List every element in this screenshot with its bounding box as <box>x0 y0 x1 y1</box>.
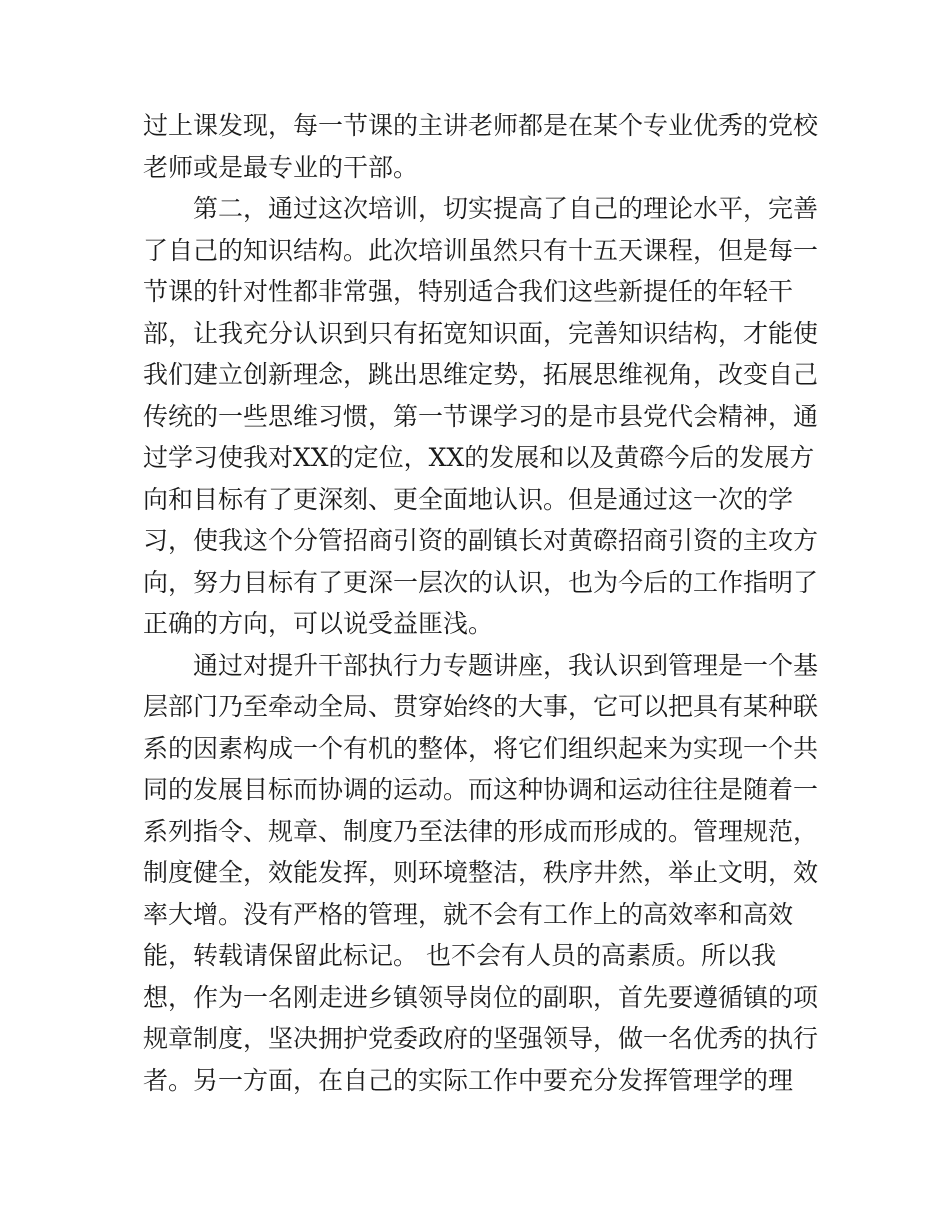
text-line: 同的发展目标而协调的运动。而这种协调和运动往往是随着一 <box>143 775 819 804</box>
text-line: 了自己的知识结构。此次培训虽然只有十五天课程，但是每一 <box>143 235 819 265</box>
text-line: 能，转载请保留此标记。 也不会有人员的高素质。所以我 <box>143 941 776 970</box>
text-line: 老师或是最专业的干部。 <box>143 152 419 182</box>
paragraph-first-line: 通过对提升干部执行力专题讲座，我认识到管理是一个基 <box>193 650 819 680</box>
text-line: 系的因素构成一个有机的整体，将它们组织起来为实现一个共 <box>143 733 819 763</box>
text-line: 正确的方向，可以说受益匪浅。 <box>143 609 494 638</box>
text-line: 率大增。没有严格的管理，就不会有工作上的高效率和高效 <box>143 899 794 929</box>
text-line: 我们建立创新理念，跳出思维定势，拓展思维视角，改变自己 <box>143 360 819 389</box>
text-line: 者。另一方面，在自己的实际工作中要充分发挥管理学的理 <box>143 1065 794 1095</box>
text-line: 系列指令、规章、制度乃至法律的形成而形成的。管理规范， <box>143 816 819 846</box>
text-line: 节课的针对性都非常强，特别适合我们这些新提任的年轻干 <box>143 277 794 306</box>
text-line: 规章制度，坚决拥护党委政府的坚强领导，做一名优秀的执行 <box>143 1024 819 1053</box>
text-line: 过学习使我对XX的定位，XX的发展和以及黄磜今后的发展方 <box>143 443 815 472</box>
paragraph-first-line: 第二，通过这次培训，切实提高了自己的理论水平，完善 <box>193 194 819 223</box>
text-line: 想，作为一名刚走进乡镇领导岗位的副职，首先要遵循镇的项 <box>143 982 819 1012</box>
text-line: 向和目标有了更深刻、更全面地认识。但是通过这一次的学 <box>143 484 794 514</box>
text-line: 习，使我这个分管招商引资的副镇长对黄磜招商引资的主攻方 <box>143 526 819 555</box>
text-line: 过上课发现，每一节课的主讲老师都是在某个专业优秀的党校 <box>143 111 819 140</box>
text-line: 向，努力目标有了更深一层次的认识，也为今后的工作指明了 <box>143 567 819 597</box>
text-line: 制度健全，效能发挥，则环境整洁，秩序井然，举止文明，效 <box>143 858 819 887</box>
text-line: 层部门乃至牵动全局、贯穿始终的大事，它可以把具有某种联 <box>143 692 819 721</box>
document-body <box>143 105 823 1101</box>
text-line: 部，让我充分认识到只有拓宽知识面，完善知识结构，才能使 <box>143 318 819 348</box>
text-line: 传统的一些思维习惯，第一节课学习的是市县党代会精神，通 <box>143 401 819 431</box>
